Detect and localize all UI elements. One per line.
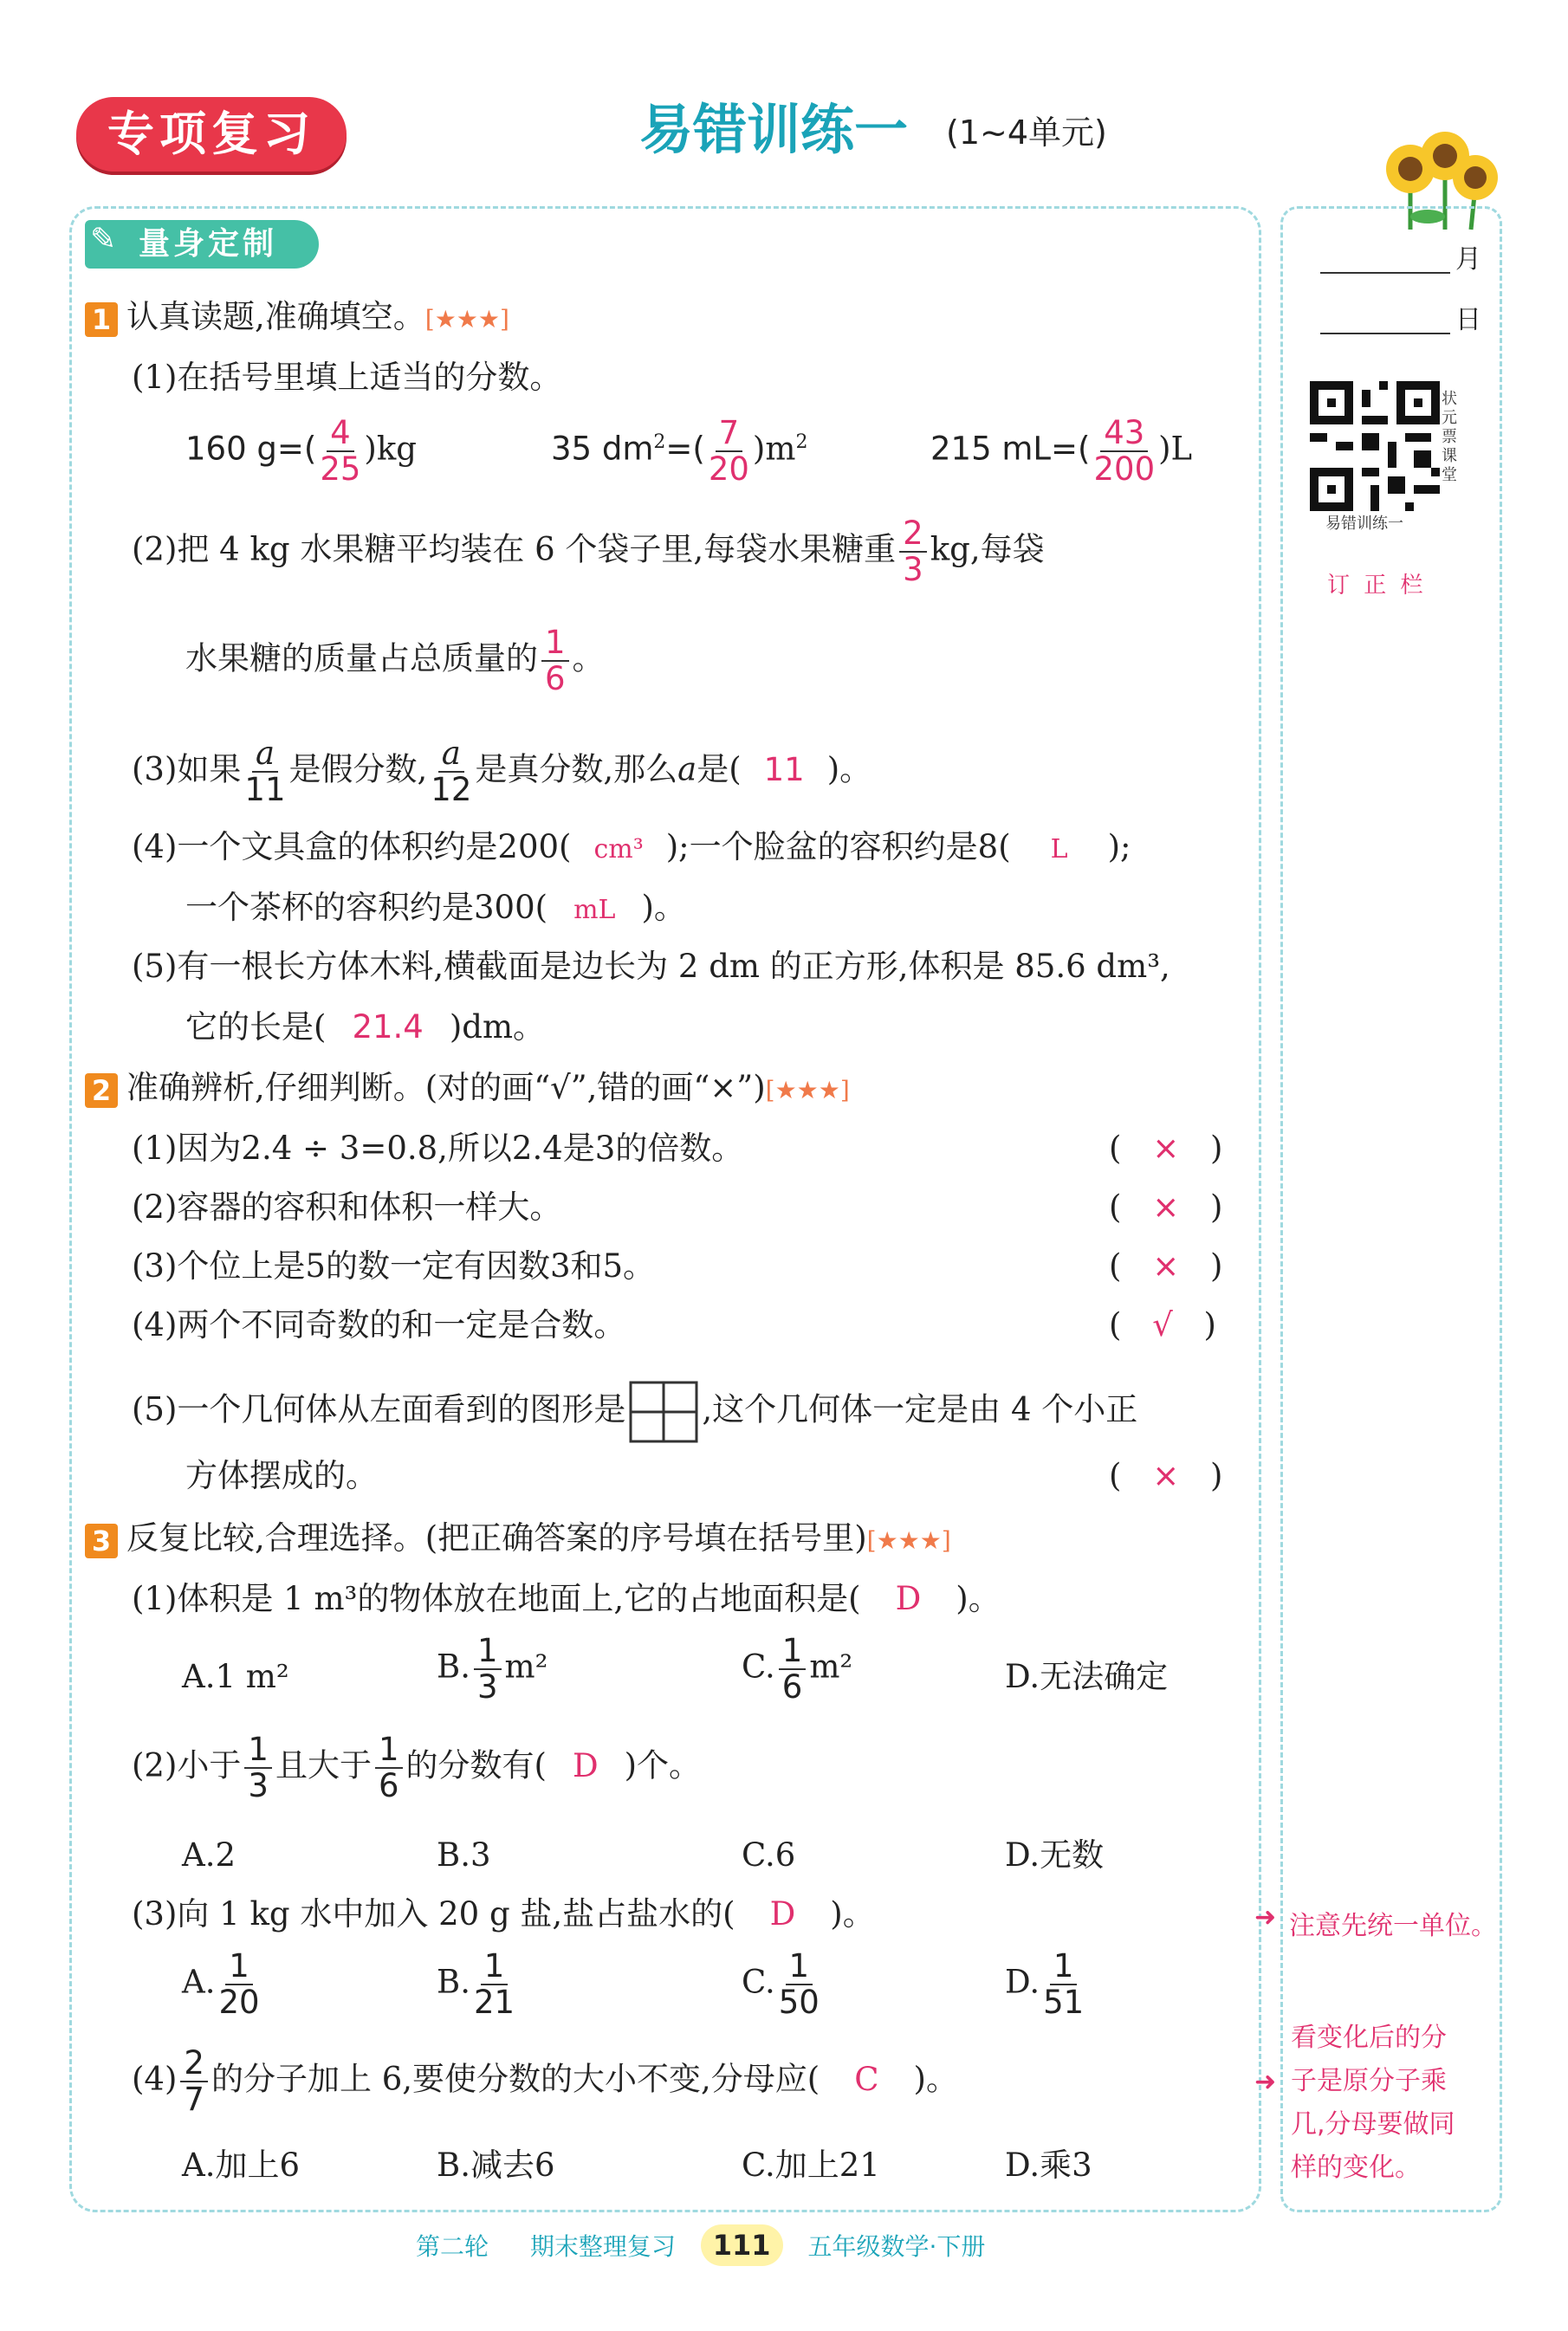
month-label: 月 — [1455, 244, 1481, 275]
q1-heading — [85, 296, 509, 340]
q3-heading — [85, 1518, 951, 1562]
note-fraction-line: 看变化后的分 — [1291, 2023, 1447, 2053]
q3-p1: (1)体积是 1 m³的物体放在地面上,它的占地面积是( D )。 — [132, 1580, 1001, 1617]
q2-item: (3)个位上是5的数一定有因数3和5。 — [132, 1247, 656, 1285]
q3-p3-opt[interactable]: C. $\frac{1}{50}$ — [742, 1947, 820, 2021]
page-title: 易错训练一 — [639, 98, 909, 161]
q3-p4-opt[interactable]: C.加上21 — [742, 2146, 880, 2184]
q3-stars: [★★★] — [866, 1526, 951, 1555]
left-view-grid-icon — [629, 1381, 698, 1443]
qr-caption: 易错训练一 — [1325, 515, 1403, 533]
note-unit: 注意先统一单位。 — [1289, 1911, 1497, 1941]
q2-stars: [★★★] — [765, 1076, 850, 1104]
q2-answer-box[interactable]: ( × ) — [1109, 1247, 1223, 1285]
q1-p5-cont: 它的长是( 21.4 )dm。 — [185, 1008, 546, 1046]
q3-p3-opt[interactable]: D. $\frac{1}{51}$ — [1005, 1947, 1085, 2021]
q3-p1-opt-b[interactable]: B. $\frac{1}{3}$ m² — [437, 1632, 548, 1706]
qr-code-icon[interactable] — [1310, 381, 1440, 511]
q3-p3: (3)向 1 kg 水中加入 20 g 盐,盐占盐水的( D )。 — [132, 1895, 875, 1933]
q2-item: (2)容器的容积和体积一样大。 — [132, 1188, 562, 1226]
q1-p3: (3)如果 $\frac{a}{11}$ 是假分数, $\frac{a}{12}$ 是真分数,那么a是( 11 )。 — [132, 735, 872, 808]
q3-p4: (4) $\frac{2}{7}$ 的分子加上 6,要使分数的大小不变,分母应( C )。 — [132, 2044, 958, 2118]
q2-answer-box[interactable]: ( × ) — [1109, 1130, 1223, 1167]
q3-p2-opt[interactable]: B.3 — [437, 1836, 491, 1874]
month-line[interactable] — [1320, 270, 1450, 274]
q1-title: 认真读题,准确填空。 — [126, 298, 425, 335]
q2-heading — [85, 1067, 850, 1111]
q3-p1-opt-d[interactable]: D.无法确定 — [1005, 1658, 1169, 1695]
q2-item-5-cont: 方体摆成的。 — [185, 1457, 378, 1494]
q1-p5: (5)有一根长方体木料,横截面是边长为 2 dm 的正方形,体积是 85.6 dm³, — [132, 948, 1170, 985]
q2-item-5: (5)一个几何体从左面看到的图形是 ,这个几何体一定是由 4 个小正 — [132, 1381, 1137, 1443]
day-line[interactable] — [1320, 331, 1450, 334]
q3-p3-opt[interactable]: B. $\frac{1}{21}$ — [437, 1947, 515, 2021]
page-number: 111 — [701, 2224, 783, 2266]
q1-stars: [★★★] — [424, 305, 509, 333]
q3-p1-opt-a[interactable]: A.1 m² — [182, 1658, 289, 1695]
footer-round: 第二轮 — [416, 2232, 489, 2261]
pencil-icon: ✎ — [90, 222, 117, 257]
q2-item: (4)两个不同奇数的和一定是合数。 — [132, 1306, 626, 1344]
qr-side-text: 状元票课堂 — [1442, 390, 1457, 484]
day-label: 日 — [1455, 305, 1481, 335]
q1-p4-cont: 一个茶杯的容积约是300( mL )。 — [185, 889, 686, 926]
q1-p1-text: (1)在括号里填上适当的分数。 — [132, 359, 562, 396]
q3-p3-opt[interactable]: A. $\frac{1}{20}$ — [182, 1947, 260, 2021]
footer-section: 期末整理复习 — [529, 2232, 676, 2261]
q3-number: 3 — [85, 1524, 118, 1558]
q1-p1-item2: 35 $dm^2=$( $\frac{7}{20}$ )$m^2$ — [551, 414, 808, 488]
q2-answer-box[interactable]: ( × ) — [1109, 1457, 1223, 1494]
footer-grade: 五年级数学·下册 — [807, 2232, 986, 2261]
note-fraction-line: 几,分母要做同 — [1291, 2109, 1455, 2140]
q3-p2-opt[interactable]: A.2 — [182, 1836, 236, 1874]
note-fraction — [1291, 2017, 1455, 2190]
q3-title: 反复比较,合理选择。(把正确答案的序号填在括号里) — [126, 1519, 867, 1557]
q1-p1-item1: 160 g=( $\frac{4}{25}$ )kg — [185, 414, 417, 488]
q3-p4-opt[interactable]: B.减去6 — [437, 2146, 555, 2184]
q1-p2-cont: 水果糖的质量占总质量的 $\frac{1}{6}$ 。 — [185, 624, 605, 697]
q2-number: 2 — [85, 1073, 118, 1108]
q1-number: 1 — [85, 302, 118, 337]
q3-p4-opt[interactable]: A.加上6 — [182, 2146, 301, 2184]
page-subtitle: (1~4单元) — [946, 113, 1107, 152]
q2-title: 准确辨析,仔细判断。(对的画“√”,错的画“×”) — [126, 1069, 766, 1106]
banner-label: 量身定制 — [139, 226, 278, 262]
note-fraction-line: 样的变化。 — [1291, 2153, 1421, 2183]
q1-p1-item3: 215 mL=( $\frac{43}{200}$ )L — [930, 414, 1193, 488]
footer — [416, 2224, 985, 2268]
correction-label: 订 正 栏 — [1327, 573, 1427, 599]
arrow-icon: ➜ — [1254, 2067, 1277, 2097]
q1-p2: (2)把 4 kg 水果糖平均装在 6 个袋子里,每袋水果糖重 $\frac{2}{3}$ kg,每袋 — [132, 515, 1045, 588]
q2-answer-box[interactable]: ( × ) — [1109, 1188, 1223, 1226]
q3-p2: (2)小于 $\frac{1}{3}$ 且大于 $\frac{1}{6}$ 的分数有( D )个。 — [132, 1731, 702, 1804]
q2-answer-box[interactable]: ( √ ) — [1109, 1306, 1216, 1344]
q1-p4: (4)一个文具盒的体积约是200( cm³ );一个脸盆的容积约是8( L ); — [132, 828, 1131, 865]
q3-p1-opt-c[interactable]: C. $\frac{1}{6}$ m² — [742, 1632, 853, 1706]
q3-p2-opt[interactable]: D.无数 — [1005, 1836, 1105, 1874]
arrow-icon: ➜ — [1254, 1902, 1277, 1933]
q2-item: (1)因为2.4 ÷ 3=0.8,所以2.4是3的倍数。 — [132, 1130, 744, 1167]
q3-p2-opt[interactable]: C.6 — [742, 1836, 796, 1874]
q3-p4-opt[interactable]: D.乘3 — [1005, 2146, 1092, 2184]
note-fraction-line: 子是原分子乘 — [1291, 2066, 1447, 2096]
section-badge-label: 专项复习 — [107, 107, 315, 161]
